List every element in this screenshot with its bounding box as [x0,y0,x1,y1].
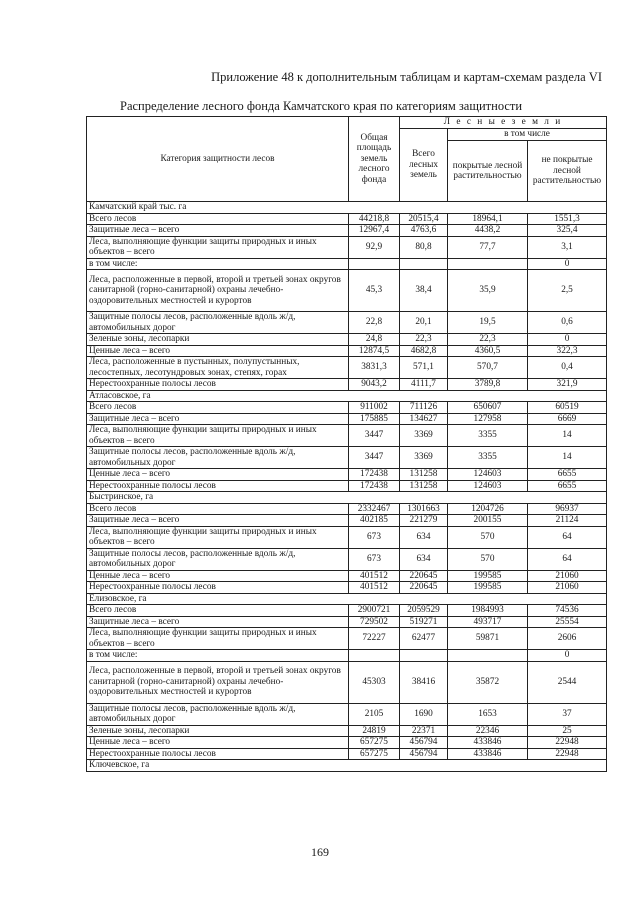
category-cell: в том числе: [87,650,349,662]
category-cell: Леса, выполняющие функции защиты природных и иных объектов – всего [87,425,349,447]
category-cell: Нерестоохранные полосы лесов [87,379,349,391]
forest-lands-cell: 20,1 [400,312,448,334]
covered-cell: 3789,8 [448,379,528,391]
covered-cell: 35,9 [448,270,528,312]
forest-lands-cell: 62477 [400,628,448,650]
covered-cell: 124603 [448,469,528,481]
category-cell: Защитные леса – всего [87,413,349,425]
not-covered-cell: 21060 [528,570,607,582]
category-cell: Леса, выполняющие функции защиты природных и иных объектов – всего [87,236,349,258]
table-row [87,650,607,662]
region-row [87,202,607,214]
category-cell: Защитные леса – всего [87,515,349,527]
not-covered-cell: 6655 [528,469,607,481]
covered-cell: 1204726 [448,503,528,515]
region-label: Камчатский край тыс. га [87,202,607,214]
not-covered-cell: 60519 [528,402,607,414]
not-covered-cell: 1551,3 [528,213,607,225]
covered-cell: 1653 [448,703,528,725]
not-covered-cell: 2544 [528,661,607,703]
table-row [87,748,607,760]
table-row [87,725,607,737]
table-row [87,334,607,346]
table-row [87,213,607,225]
category-cell: Всего лесов [87,402,349,414]
category-cell: Защитные леса – всего [87,225,349,237]
total-area-cell: 911002 [349,402,400,414]
covered-cell [448,258,528,270]
covered-cell: 200155 [448,515,528,527]
table-title: Распределение лесного фонда Камчатского края по категориям защитности [120,99,523,113]
table-row [87,661,607,703]
not-covered-cell: 14 [528,425,607,447]
region-label: Ключевское, га [87,760,607,772]
table-row [87,425,607,447]
header-category: Категория защитности лесов [87,117,349,202]
table-row [87,379,607,391]
page-number: 169 [311,845,329,859]
category-cell: Всего лесов [87,213,349,225]
forest-lands-cell: 519271 [400,616,448,628]
table-row [87,402,607,414]
table-body [87,202,607,772]
category-cell: Ценные леса – всего [87,737,349,749]
total-area-cell: 44218,8 [349,213,400,225]
covered-cell: 199585 [448,570,528,582]
forest-lands-cell: 4763,6 [400,225,448,237]
category-cell: Зеленые зоны, лесопарки [87,725,349,737]
not-covered-cell: 325,4 [528,225,607,237]
category-cell: Нерестоохранные полосы лесов [87,582,349,594]
forest-lands-cell: 456794 [400,737,448,749]
category-cell: Зеленые зоны, лесопарки [87,334,349,346]
forest-lands-cell: 1301663 [400,503,448,515]
not-covered-cell: 2606 [528,628,607,650]
total-area-cell: 657275 [349,748,400,760]
forest-lands-cell: 20515,4 [400,213,448,225]
total-area-cell: 3447 [349,447,400,469]
total-area-cell: 2105 [349,703,400,725]
not-covered-cell: 64 [528,548,607,570]
total-area-cell: 22,8 [349,312,400,334]
covered-cell: 19,5 [448,312,528,334]
covered-cell: 127958 [448,413,528,425]
not-covered-cell: 0 [528,650,607,662]
covered-cell: 1984993 [448,605,528,617]
not-covered-cell: 0 [528,334,607,346]
category-cell: Защитные полосы лесов, расположенные вдоль ж/д, автомобильных дорог [87,703,349,725]
forest-lands-cell: 134627 [400,413,448,425]
category-cell: Ценные леса – всего [87,345,349,357]
total-area-cell: 24,8 [349,334,400,346]
total-area-cell: 2332467 [349,503,400,515]
covered-cell: 4360,5 [448,345,528,357]
forest-lands-cell: 3369 [400,425,448,447]
forest-lands-cell: 220645 [400,570,448,582]
total-area-cell: 12874,5 [349,345,400,357]
total-area-cell: 2900721 [349,605,400,617]
region-row [87,390,607,402]
region-label: Атласовское, га [87,390,607,402]
table-row [87,447,607,469]
forest-lands-cell: 571,1 [400,357,448,379]
table-row [87,526,607,548]
not-covered-cell: 2,5 [528,270,607,312]
total-area-cell: 45303 [349,661,400,703]
forest-lands-cell: 22371 [400,725,448,737]
not-covered-cell: 96937 [528,503,607,515]
header-forest-lands: Л е с н ы е з е м л и [400,117,607,129]
total-area-cell: 172438 [349,480,400,492]
total-area-cell: 3831,3 [349,357,400,379]
not-covered-cell: 25554 [528,616,607,628]
total-area-cell: 402185 [349,515,400,527]
total-area-cell [349,650,400,662]
not-covered-cell: 0 [528,258,607,270]
not-covered-cell: 6655 [528,480,607,492]
covered-cell: 570 [448,526,528,548]
forest-lands-cell: 38,4 [400,270,448,312]
region-row [87,760,607,772]
total-area-cell: 172438 [349,469,400,481]
category-cell: Защитные полосы лесов, расположенные вдоль ж/д, автомобильных дорог [87,447,349,469]
header-including: в том числе [448,129,607,141]
covered-cell: 124603 [448,480,528,492]
total-area-cell: 12967,4 [349,225,400,237]
total-area-cell: 673 [349,548,400,570]
not-covered-cell: 322,3 [528,345,607,357]
table-row [87,703,607,725]
forest-lands-cell: 2059529 [400,605,448,617]
covered-cell: 3355 [448,425,528,447]
table-row [87,270,607,312]
covered-cell: 4438,2 [448,225,528,237]
table-row [87,312,607,334]
forest-lands-cell: 4682,8 [400,345,448,357]
table-row [87,413,607,425]
table-row [87,737,607,749]
category-cell: Защитные полосы лесов, расположенные вдоль ж/д, автомобильных дорог [87,312,349,334]
total-area-cell: 3447 [349,425,400,447]
not-covered-cell: 0,4 [528,357,607,379]
forest-lands-cell: 131258 [400,469,448,481]
table-row [87,236,607,258]
category-cell: Защитные полосы лесов, расположенные вдоль ж/д, автомобильных дорог [87,548,349,570]
table-row [87,616,607,628]
table-row [87,345,607,357]
not-covered-cell: 37 [528,703,607,725]
forest-lands-cell [400,650,448,662]
table-row [87,628,607,650]
covered-cell: 22346 [448,725,528,737]
table-row [87,480,607,492]
covered-cell: 570 [448,548,528,570]
total-area-cell: 401512 [349,582,400,594]
header-covered: покрытые лесной растительностью [448,141,528,202]
total-area-cell: 72227 [349,628,400,650]
category-cell: Нерестоохранные полосы лесов [87,480,349,492]
covered-cell: 59871 [448,628,528,650]
forest-lands-cell [400,258,448,270]
not-covered-cell: 0,6 [528,312,607,334]
category-cell: Ценные леса – всего [87,570,349,582]
total-area-cell: 24819 [349,725,400,737]
total-area-cell [349,258,400,270]
forest-lands-cell: 131258 [400,480,448,492]
covered-cell: 433846 [448,748,528,760]
total-area-cell: 673 [349,526,400,548]
total-area-cell: 9043,2 [349,379,400,391]
table-row [87,570,607,582]
table-row [87,548,607,570]
category-cell: Нерестоохранные полосы лесов [87,748,349,760]
not-covered-cell: 22948 [528,737,607,749]
covered-cell: 570,7 [448,357,528,379]
covered-cell: 18964,1 [448,213,528,225]
region-row [87,593,607,605]
covered-cell: 3355 [448,447,528,469]
category-cell: Леса, выполняющие функции защиты природных и иных объектов – всего [87,628,349,650]
forest-lands-cell: 221279 [400,515,448,527]
category-cell: Леса, расположенные в первой, второй и третьей зонах округов санитарной (горно-санитарной) охраны лечебно-оздоровительных местностей и курортов [87,661,349,703]
forest-lands-cell: 456794 [400,748,448,760]
forest-lands-cell: 22,3 [400,334,448,346]
category-cell: в том числе: [87,258,349,270]
region-label: Елизовское, га [87,593,607,605]
covered-cell: 433846 [448,737,528,749]
category-cell: Леса, расположенные в первой, второй и третьей зонах округов санитарной (горно-санитарной) охраны лечебно-оздоровительных местностей и курортов [87,270,349,312]
category-cell: Леса, расположенные в пустынных, полупустынных, лесостепных, лесотундровых зонах, степях, горах [87,357,349,379]
not-covered-cell: 21060 [528,582,607,594]
table-row [87,469,607,481]
total-area-cell: 657275 [349,737,400,749]
not-covered-cell: 25 [528,725,607,737]
not-covered-cell: 64 [528,526,607,548]
not-covered-cell: 21124 [528,515,607,527]
table-row [87,582,607,594]
not-covered-cell: 14 [528,447,607,469]
covered-cell: 493717 [448,616,528,628]
category-cell: Защитные леса – всего [87,616,349,628]
not-covered-cell: 321,9 [528,379,607,391]
table-row [87,225,607,237]
table-row [87,258,607,270]
total-area-cell: 401512 [349,570,400,582]
covered-cell: 650607 [448,402,528,414]
total-area-cell: 175885 [349,413,400,425]
region-row [87,492,607,504]
total-area-cell: 92,9 [349,236,400,258]
category-cell: Леса, выполняющие функции защиты природных и иных объектов – всего [87,526,349,548]
table-row [87,605,607,617]
forest-lands-cell: 38416 [400,661,448,703]
covered-cell: 22,3 [448,334,528,346]
forest-lands-cell: 634 [400,526,448,548]
forest-lands-cell: 711126 [400,402,448,414]
region-label: Быстринское, га [87,492,607,504]
total-area-cell: 45,3 [349,270,400,312]
not-covered-cell: 74536 [528,605,607,617]
table-row [87,357,607,379]
category-cell: Всего лесов [87,503,349,515]
forest-lands-cell: 4111,7 [400,379,448,391]
not-covered-cell: 6669 [528,413,607,425]
forest-lands-cell: 1690 [400,703,448,725]
not-covered-cell: 3,1 [528,236,607,258]
header-not-covered: не покрытые лесной растительностью [528,141,607,202]
category-cell: Ценные леса – всего [87,469,349,481]
not-covered-cell: 22948 [528,748,607,760]
total-area-cell: 729502 [349,616,400,628]
covered-cell: 199585 [448,582,528,594]
category-cell: Всего лесов [87,605,349,617]
covered-cell [448,650,528,662]
forest-lands-cell: 3369 [400,447,448,469]
header-all-forest-lands: Всего лесных земель [400,129,448,202]
header-total-area: Общая площадь земель лесного фонда [349,117,400,202]
forest-fund-table [86,116,607,772]
page-header: Приложение 48 к дополнительным таблицам и картам-схемам раздела VI [211,70,602,84]
table-row [87,503,607,515]
forest-lands-cell: 634 [400,548,448,570]
table-row [87,515,607,527]
covered-cell: 77,7 [448,236,528,258]
forest-lands-cell: 220645 [400,582,448,594]
covered-cell: 35872 [448,661,528,703]
forest-lands-cell: 80,8 [400,236,448,258]
